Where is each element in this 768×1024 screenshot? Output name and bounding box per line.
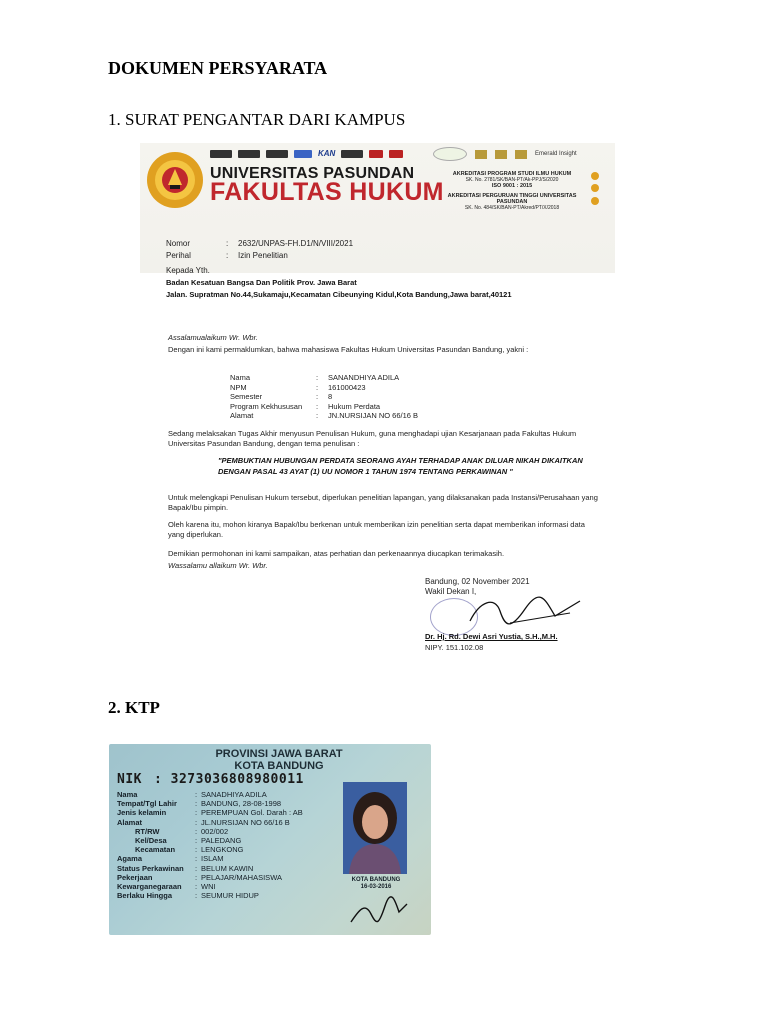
signature-icon <box>440 591 590 636</box>
id-field-row: Kewarganegaraan : WNI <box>117 882 216 892</box>
id-field-row: Nama : SANADHIYA ADILA <box>117 790 267 799</box>
badge-icon <box>369 150 383 158</box>
id-card <box>109 744 431 935</box>
badge-icon <box>238 150 260 158</box>
student-row: NPM : 161000423 <box>230 382 366 392</box>
id-field-row: Pekerjaan : PELAJAR/MAHASISWA <box>117 872 282 882</box>
partner-badges <box>433 147 577 161</box>
student-row: Alamat : JN.NURSIJAN NO 66/16 B <box>230 411 419 420</box>
signer-name: Dr. Hj. Rd. Dewi Asri Yustia, S.H.,M.H. <box>425 632 558 641</box>
addressee-address: Jalan. Supratman No.44,Sukamaju,Kecamatan Cibeunying Kidul,Kota Bandung,Jawa barat,40121 <box>166 290 512 299</box>
addressee-greeting: Kepada Yth. <box>166 266 210 275</box>
partner-logo-icon <box>495 150 507 159</box>
recommendation-letter <box>140 143 615 663</box>
university-name: UNIVERSITAS PASUNDAN <box>210 165 415 182</box>
id-photo-icon <box>343 782 407 874</box>
letter-subject: Izin Penelitian <box>238 251 288 260</box>
partner-logo-icon <box>433 147 467 161</box>
id-field-row: Berlaku Hingga : SEUMUR HIDUP <box>117 891 259 901</box>
document-title: DOKUMEN PERSYARATA <box>108 58 328 78</box>
id-field-row: Kel/Desa : PALEDANG <box>135 836 242 846</box>
id-field-row: RT/RW : 002/002 <box>135 826 229 836</box>
iso-medal-icon <box>591 184 599 192</box>
emerald-insight-logo: Emerald Insight <box>535 151 577 157</box>
id-issue-info: KOTA BANDUNG 16-03-2016 <box>351 877 401 890</box>
addressee-name: Badan Kesatuan Bangsa Dan Politik Prov. Jawa Barat <box>166 278 357 287</box>
faculty-name: FAKULTAS HUKUM <box>210 178 444 206</box>
place-date: Bandung, 02 November 2021 <box>425 577 530 586</box>
badge-icon <box>266 150 288 158</box>
id-signature-icon <box>345 892 411 928</box>
kan-logo: KAN <box>318 149 336 158</box>
student-row: Nama : SANANDHIYA ADILA <box>230 373 400 382</box>
accreditation-info: AKREDITASI PROGRAM STUDI ILMU HUKUM SK. No. 2781/SK/BAN-PT/Ak-PPJ/S/2020 ISO 9001 : 2015 AKREDITASI PERGURUAN TINGGI UNIVERSITAS PASUNDAN SK. No. 484/SK/BAN-PT/Akred/PT/X/2018 <box>447 171 577 211</box>
id-field-row: Agama : ISLAM <box>117 854 224 864</box>
section-heading-letter: 1. SURAT PENGANTAR DARI KAMPUS <box>108 110 406 129</box>
id-field-row: Jenis kelamin : PEREMPUAN Gol. Darah : AB <box>117 808 303 818</box>
accreditation-medal-icon <box>591 197 599 205</box>
university-logo-icon <box>146 151 204 209</box>
paragraph-request: Oleh karena itu, mohon kiranya Bapak/Ibu berkenan untuk memberikan izin penelitian serta dapat memberikan informasi data yang diperlukan. <box>168 520 585 539</box>
paragraph-research: Untuk melengkapi Penulisan Hukum tersebut, diperlukan penelitian lapangan, yang dilaksanakan pada Instansi/Perusahaan yang Bapak/Ibu pimpin. <box>168 493 598 512</box>
paragraph-closing: Demikian permohonan ini kami sampaikan, atas perhatian dan perkenaannya diucapkan terimakasih. <box>168 549 505 558</box>
opening-salutation: Assalamualaikum Wr. Wbr. <box>168 333 258 342</box>
paragraph-thesis: Sedang melaksakan Tugas Akhir menyusun Penulisan Hukum, guna menghadapi ujian Kesarjanaan pada Fakultas Hukum Universitas Pasundan Bandung, dengan tema penulisan : <box>168 429 577 448</box>
badge-icon <box>341 150 363 158</box>
thesis-title: "PEMBUKTIAN HUBUNGAN PERDATA SEORANG AYAH TERHADAP ANAK DILUAR NIKAH DIKAITKAN DENGAN PASAL 43 AYAT (1) UU NOMOR 1 TAHUN 1974 TENTANG PERKAWINAN " <box>218 456 583 476</box>
id-field-row: Tempat/Tgl Lahir : BANDUNG, 28-08-1998 <box>117 799 282 809</box>
paragraph-intro: Dengan ini kami permaklumkan, bahwa mahasiswa Fakultas Hukum Universitas Pasundan Bandung, yakni : <box>168 345 529 354</box>
signer-position: Wakil Dekan I, <box>425 587 477 596</box>
id-field-row: Status Perkawinan : BELUM KAWIN <box>117 863 254 873</box>
section-heading-ktp: 2. KTP <box>108 698 160 717</box>
badge-icon <box>210 150 232 158</box>
id-card-header: PROVINSI JAWA BARAT KOTA BANDUNG <box>215 748 343 772</box>
letter-number: 2632/UNPAS-FH.D1/N/VIII/2021 <box>238 239 354 248</box>
id-field-row: Alamat : JL.NURSIJAN NO 66/16 B <box>117 817 290 827</box>
student-row: Program Kekhususan : Hukum Perdata <box>230 401 381 411</box>
student-row: Semester : 8 <box>230 392 333 401</box>
id-card-fields <box>117 790 303 900</box>
partner-logo-icon <box>475 150 487 159</box>
letter-meta: Nomor : 2632/UNPAS-FH.D1/N/VIII/2021 Perihal : Izin Penelitian <box>166 239 354 260</box>
partner-logo-icon <box>515 150 527 159</box>
nik-number: NIK : 3273036808980011 <box>117 772 304 787</box>
badge-icon <box>389 150 403 158</box>
student-details <box>230 373 418 421</box>
signer-nipy: NIPY. 151.102.08 <box>425 643 484 652</box>
id-field-row: Kecamatan : LENGKONG <box>135 845 244 855</box>
iso-badge-icon <box>294 150 312 158</box>
certification-badges <box>210 149 403 158</box>
closing-salutation: Wassalamu allaikum Wr. Wbr. <box>168 561 268 570</box>
accreditation-medal-icon <box>591 172 599 180</box>
